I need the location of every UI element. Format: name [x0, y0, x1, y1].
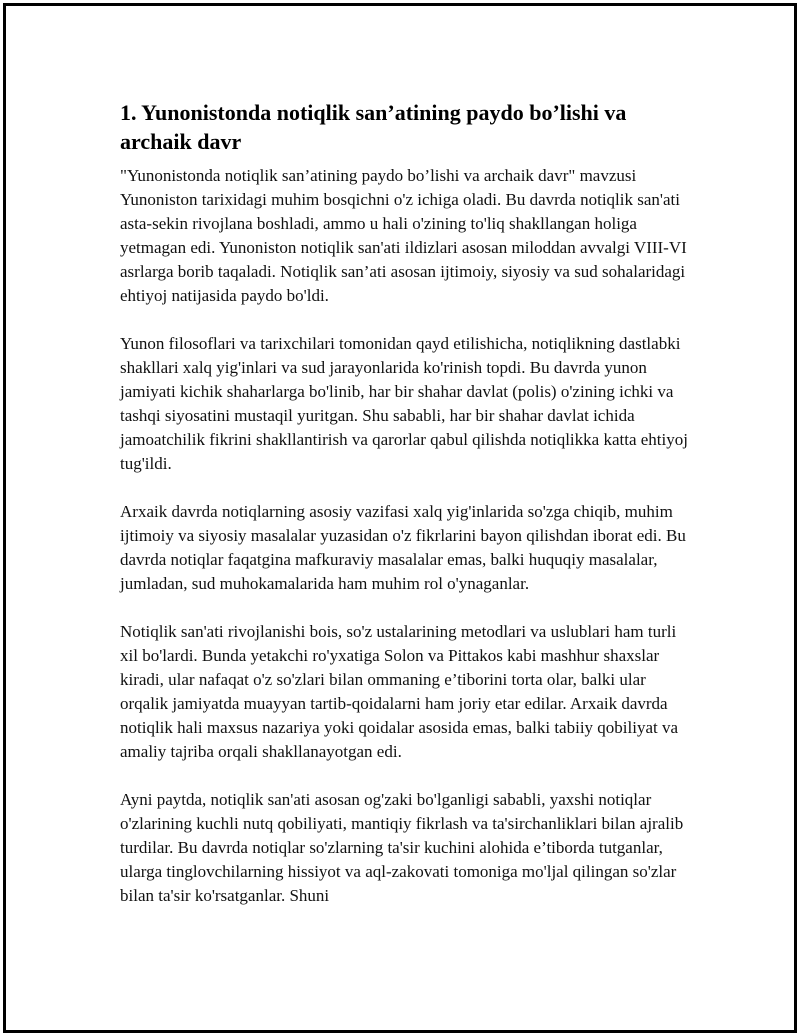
section-heading: 1. Yunonistonda notiqlik san’atining paydo bo’lishi va archaik davr [120, 100, 627, 154]
paragraph-1: "Yunonistonda notiqlik san’atining paydo bo’lishi va archaik davr" mavzusi Yunoniston tarixidagi muhim bosqichni o'z ichiga oladi. Bu davrda notiqlik san'ati asta-sekin rivojlana boshladi, ammo u hali o'zining to'liq shakllangan holiga yetmagan edi. Yunoniston notiqlik san'ati ildizlari asosan miloddan avvalgi VIII-VI asrlarga borib taqaladi. Notiqlik san’ati asosan ijtimoiy, siyosiy va sud sohalaridagi ehtiyoj natijasida paydo bo'ldi. [120, 166, 687, 305]
document-page [3, 3, 797, 1033]
paragraph-2: Yunon filosoflari va tarixchilari tomonidan qayd etilishicha, notiqlikning dastlabki shakllari xalq yig'inlari va sud jarayonlarida ko'rinish topdi. Bu davrda yunon jamiyati kichik shaharlarga bo'linib, har bir shahar davlat (polis) o'zining ichki va tashqi siyosatini mustaqil yuritgan. Shu sababli, har bir shahar davlat ichida jamoatchilik fikrini shakllantirish va qarorlar qabul qilishda notiqlikka katta ehtiyoj tug'ildi. [120, 334, 688, 473]
document-body [120, 98, 694, 908]
paragraph-5: Ayni paytda, notiqlik san'ati asosan og'zaki bo'lganligi sababli, yaxshi notiqlar o'zlarining kuchli nutq qobiliyati, mantiqiy fikrlash va ta'sirchanliklari bilan ajralib turdilar. Bu davrda notiqlar so'zlarning ta'sir kuchini alohida e’tiborda tutganlar, ularga tinglovchilarning hissiyot va aql-zakovati tomoniga mo'ljal qilingan so'zlar bilan ta'sir ko'rsatganlar. Shuni [120, 790, 684, 905]
paragraph-4: Notiqlik san'ati rivojlanishi bois, so'z ustalarining metodlari va uslublari ham turli xil bo'lardi. Bunda yetakchi ro'yxatiga Solon va Pittakos kabi mashhur shaxslar kiradi, ular nafaqat o'z so'zlari bilan ommaning e’tiborini torta olar, balki ular orqalik jamiyatda muayyan tartib-qoidalarni ham joriy etar edilar. Arxaik davrda notiqlik hali maxsus nazariya yoki qoidalar asosida emas, balki tabiiy qobiliyat va amaliy tajriba orqali shakllanayotgan edi. [120, 622, 679, 761]
paragraph-3: Arxaik davrda notiqlarning asosiy vazifasi xalq yig'inlarida so'zga chiqib, muhim ijtimoiy va siyosiy masalalar yuzasidan o'z fikrlarini bayon qilishdan iborat edi. Bu davrda notiqlar faqatgina mafkuraviy masalalar emas, balki huquqiy masalalar, jumladan, sud muhokamalarida ham muhim rol o'ynaganlar. [120, 502, 686, 593]
